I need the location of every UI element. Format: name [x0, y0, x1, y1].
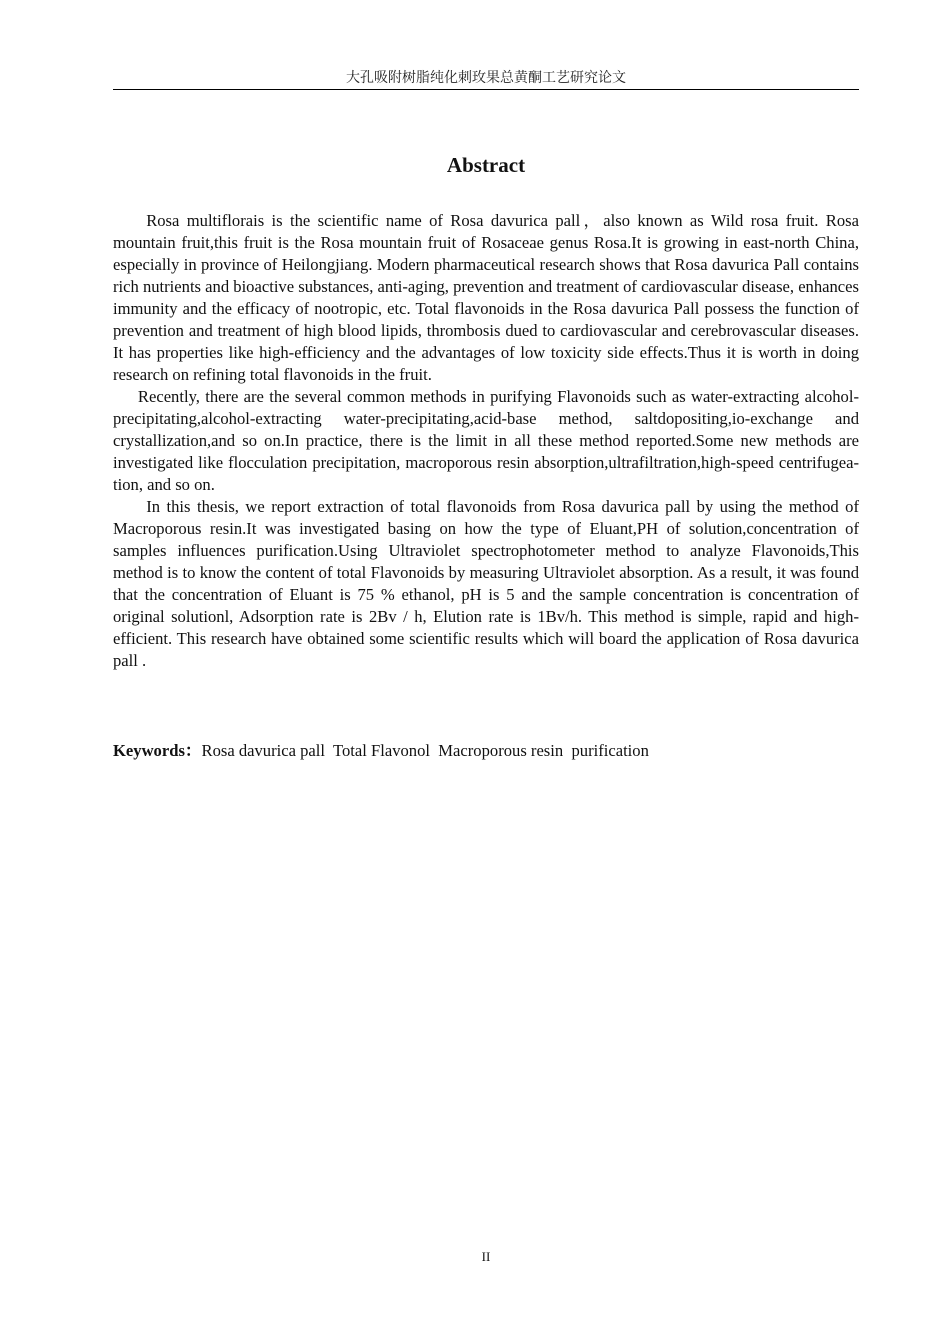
header-rule — [113, 89, 859, 90]
abstract-paragraph-3: In this thesis, we report extraction of total flavonoids from Rosa davurica pall by using the method of Macroporous resin.It was investigated basing on how the type of Eluant,PH of solution,concentration of samples influences purification.Using Ultraviolet spectrophotometer method to analyze Flavonoids,This method is to know the content of total Flavonoids by measuring Ultraviolet absorption. As a result, it was found that the concentration of Eluant is 75 % ethanol, pH is 5 and the sample concentration is concentration of original solutionl, Adsorption rate is 2Bv / h, Elution rate is 1Bv/h. This method is simple, rapid and high-efficient. This research have obtained some scientific results which will board the application of Rosa davurica pall . — [113, 497, 859, 670]
abstract-title: Abstract — [446, 153, 526, 177]
keywords-line — [113, 740, 859, 762]
abstract-paragraph-2: Recently, there are the several common methods in purifying Flavonoids such as water-extracting alcohol-precipitating,alcohol-extracting water-precipitating,acid-base method, saltdopositing,io-exchange and crystallization,and so on.In practice, there is the limit in all these method reported.Some new methods are investigated like flocculation precipitation, macroporous resin absorption,ultrafiltration,high-speed centrifugea- tion, and so on. — [113, 387, 859, 494]
keywords-label: Keywords： — [113, 741, 202, 760]
running-header: 大孔吸附树脂纯化刺玫果总黄酮工艺研究论文 — [346, 70, 626, 86]
abstract-paragraph-1: Rosa multiflorais is the scientific name of Rosa davurica pall，also known as Wild rosa fruit. Rosa mountain fruit,this fruit is the Rosa mountain fruit of Rosaceae genus Rosa.It is growing in east-north China, especially in province of Heilongjiang. Modern pharmaceutical research shows that Rosa davurica Pall contains rich nutrients and bioactive substances, anti-aging, prevention and treatment of cardiovascular disease, enhances immunity and the efficacy of nootropic, etc. Total flavonoids in the Rosa davurica Pall possess the function of prevention and treatment of high blood lipids, thrombosis dued to cardiovascular and cerebrovascular diseases. It has properties like high-efficiency and the advantages of low toxicity side effects.Thus it is worth in doing research on refining total flavonoids in the fruit. — [113, 211, 859, 384]
page-number: II — [481, 1249, 491, 1264]
keywords-text: Rosa davurica pall Total Flavonol Macroporous resin purification — [201, 741, 649, 760]
abstract-body — [113, 210, 859, 672]
